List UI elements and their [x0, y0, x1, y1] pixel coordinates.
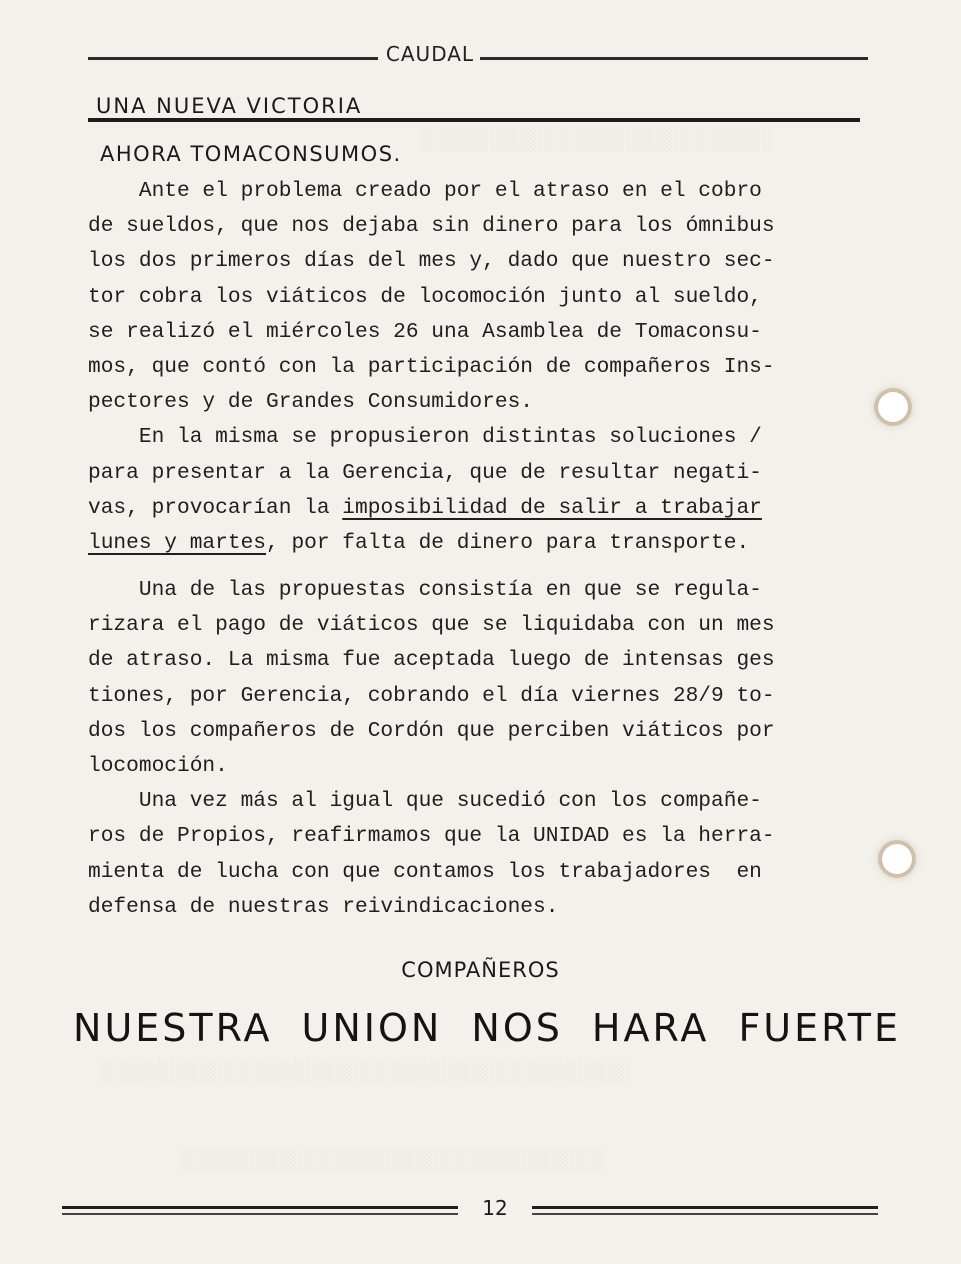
punch-hole — [882, 844, 912, 874]
closing-salutation: COMPAÑEROS — [401, 958, 560, 982]
body-line: Una vez más al igual que sucedió con los compañe- — [88, 789, 762, 814]
body-line: mos, que contó con la participación de compañeros Ins- — [88, 354, 775, 379]
body-line: para presentar a la Gerencia, que de resultar negati- — [88, 460, 762, 485]
page-number: 12 — [482, 1196, 508, 1220]
body-line-with-underline — [88, 491, 860, 526]
masthead-rule-left — [88, 57, 378, 60]
body-line: defensa de nuestras reivindicaciones. — [88, 894, 559, 919]
article-headline: AHORA TOMACONSUMOS. — [100, 142, 402, 166]
body-line: tor cobra los viáticos de locomoción junto al sueldo, — [88, 284, 762, 309]
punch-hole — [878, 392, 908, 422]
body-line: Ante el problema creado por el atraso en el cobro — [88, 179, 762, 203]
masthead-rule-right — [480, 57, 868, 60]
body-text-fragment: vas, provocarían la — [88, 495, 343, 520]
footer-rule-left — [62, 1206, 458, 1209]
slogan: NUESTRA UNION NOS HARA FUERTE — [73, 1006, 901, 1050]
show-through-artifact: ░░░░░░░░░░░░░░░░░░░░░░░░░░ — [420, 130, 774, 153]
body-line: Una de las propuestas consistía en que se regula- — [88, 578, 762, 603]
publication-name: CAUDAL — [385, 42, 475, 66]
body-line: dos los compañeros de Cordón que perciben viáticos por — [88, 718, 775, 743]
body-line: ros de Propios, reafirmamos que la UNIDAD es la herra- — [88, 824, 775, 849]
body-line-with-underline — [88, 526, 860, 561]
masthead — [88, 40, 868, 70]
body-line: los dos primeros días del mes y, dado que nuestro sec- — [88, 249, 775, 274]
page-footer — [62, 1196, 882, 1226]
body-line: se realizó el miércoles 26 una Asamblea de Tomaconsu- — [88, 319, 762, 344]
body-line: de atraso. La misma fue aceptada luego de intensas ges — [88, 648, 775, 673]
underlined-phrase: lunes y martes — [88, 530, 267, 555]
title-divider — [88, 118, 860, 122]
footer-rule-right — [532, 1206, 878, 1209]
section-title: UNA NUEVA VICTORIA — [96, 94, 363, 118]
body-line: En la misma se propusieron distintas soluciones / — [88, 425, 762, 450]
show-through-artifact: ░░░░░░░░░░░░░░░░░░░░░░░░░░░░░░░ — [180, 1150, 602, 1173]
body-line: mienta de lucha con que contamos los trabajadores en — [88, 859, 762, 884]
body-text-fragment: , por falta de dinero para transporte. — [266, 530, 750, 555]
body-line: locomoción. — [88, 754, 228, 778]
underlined-phrase: imposibilidad de salir a trabajar — [342, 495, 762, 520]
body-line: tiones, por Gerencia, cobrando el día viernes 28/9 to- — [88, 683, 775, 708]
body-line: de sueldos, que nos dejaba sin dinero para los ómnibus — [88, 214, 775, 239]
body-line: pectores y de Grandes Consumidores. — [88, 390, 534, 415]
footer-rule-left-thin — [62, 1213, 458, 1215]
body-line: rizara el pago de viáticos que se liquidaba con un mes — [88, 613, 775, 638]
show-through-artifact: ░░░░░░░░░░░░░░░░░░░░░░░░░░░░░░░░░░░░░░░ — [100, 1060, 631, 1083]
article-body — [88, 174, 860, 925]
footer-rule-right-thin — [532, 1213, 878, 1215]
